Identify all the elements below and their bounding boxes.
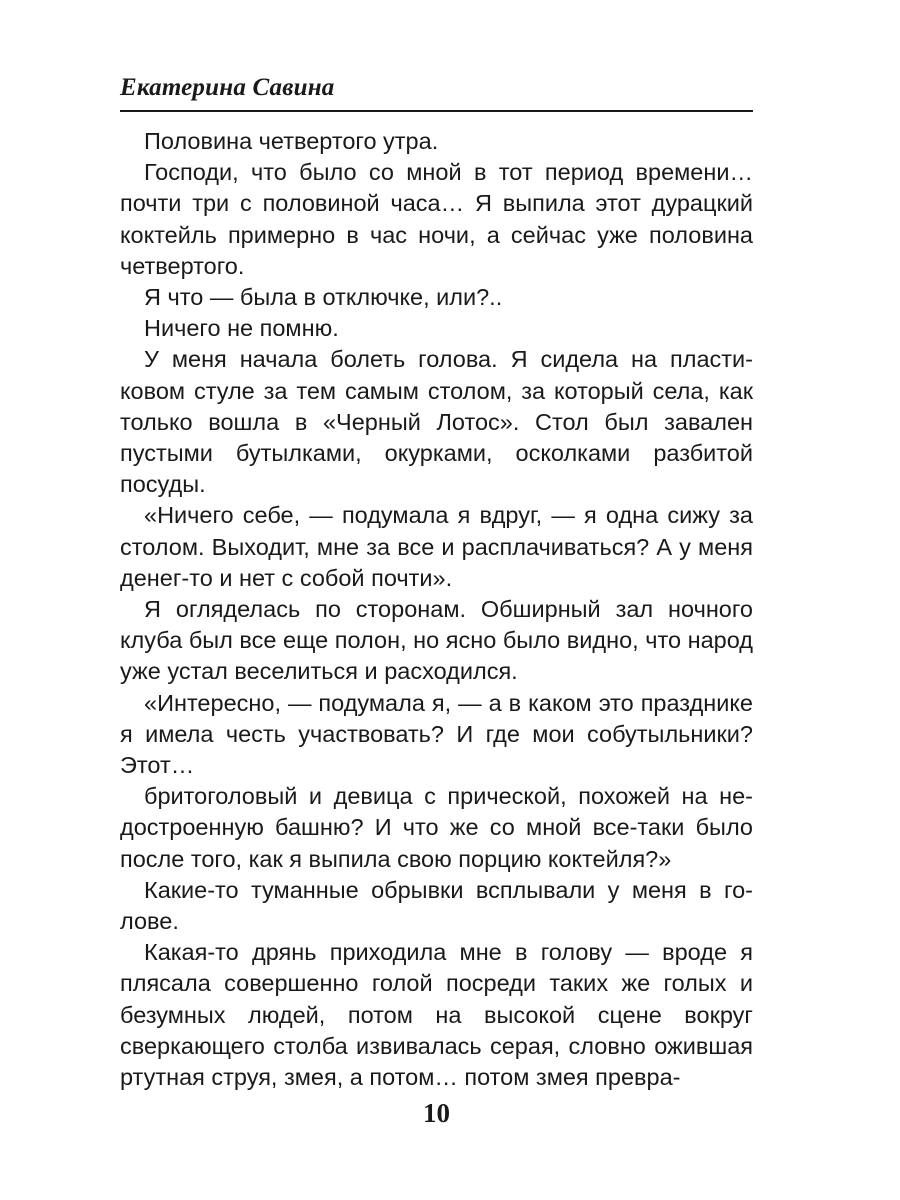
- paragraph: «Интересно, — подумала я, — а в каком это празднике я имела честь участвовать? И где мои собутыльники? Этот…: [120, 689, 753, 779]
- paragraph: бритоголовый и девица с прической, похожей на недостроенную башню? И что же со мной все-таки было после того, как я выпила свою порцию коктейля?»: [120, 783, 753, 872]
- paragraph: Господи, что было со мной в тот период времени… почти три с половиной часа… Я выпила этот дурацкий коктейль примерно в час ночи, а сейчас уже половина четвертого.: [120, 159, 753, 279]
- page-number: 10: [423, 1098, 450, 1128]
- paragraph: Какие-то туманные обрывки всплывали у меня в голове.: [120, 876, 753, 935]
- paragraph: У меня начала болеть голова. Я сидела на пластиковом стуле за тем самым столом, за который села, как только вошла в «Черный Лотос». Стол был завален пустыми бутылками, окурками, осколками разбитой посуды.: [120, 346, 753, 498]
- paragraph: «Ничего себе, — подумала я вдруг, — я одна сижу за столом. Выходит, мне за все и расплачиваться? А у меня денег-то и нет с собой почти».: [120, 502, 753, 591]
- paragraph: Ничего не помню.: [144, 315, 339, 342]
- running-head-author: Екатерина Савина: [120, 74, 335, 101]
- paragraph: Я огляделась по сторонам. Обширный зал ночного клуба был все еще полон, но ясно было видно, что народ уже устал веселиться и расходился.: [120, 596, 753, 685]
- paragraph: Какая-то дрянь приходила мне в голову — вроде я плясала совершенно голой посреди таких же голых и безумных людей, потом на высокой сцене вокруг сверкающего столба извивалась серая, словно ожившая ртутная струя, змея, а потом… потом змея превра-: [120, 939, 753, 1091]
- body-text: [120, 126, 753, 1093]
- header-rule: [120, 110, 753, 112]
- paragraph: Половина четвертого утра.: [144, 128, 439, 154]
- paragraph: Я что — была в отключке, или?..: [144, 284, 503, 311]
